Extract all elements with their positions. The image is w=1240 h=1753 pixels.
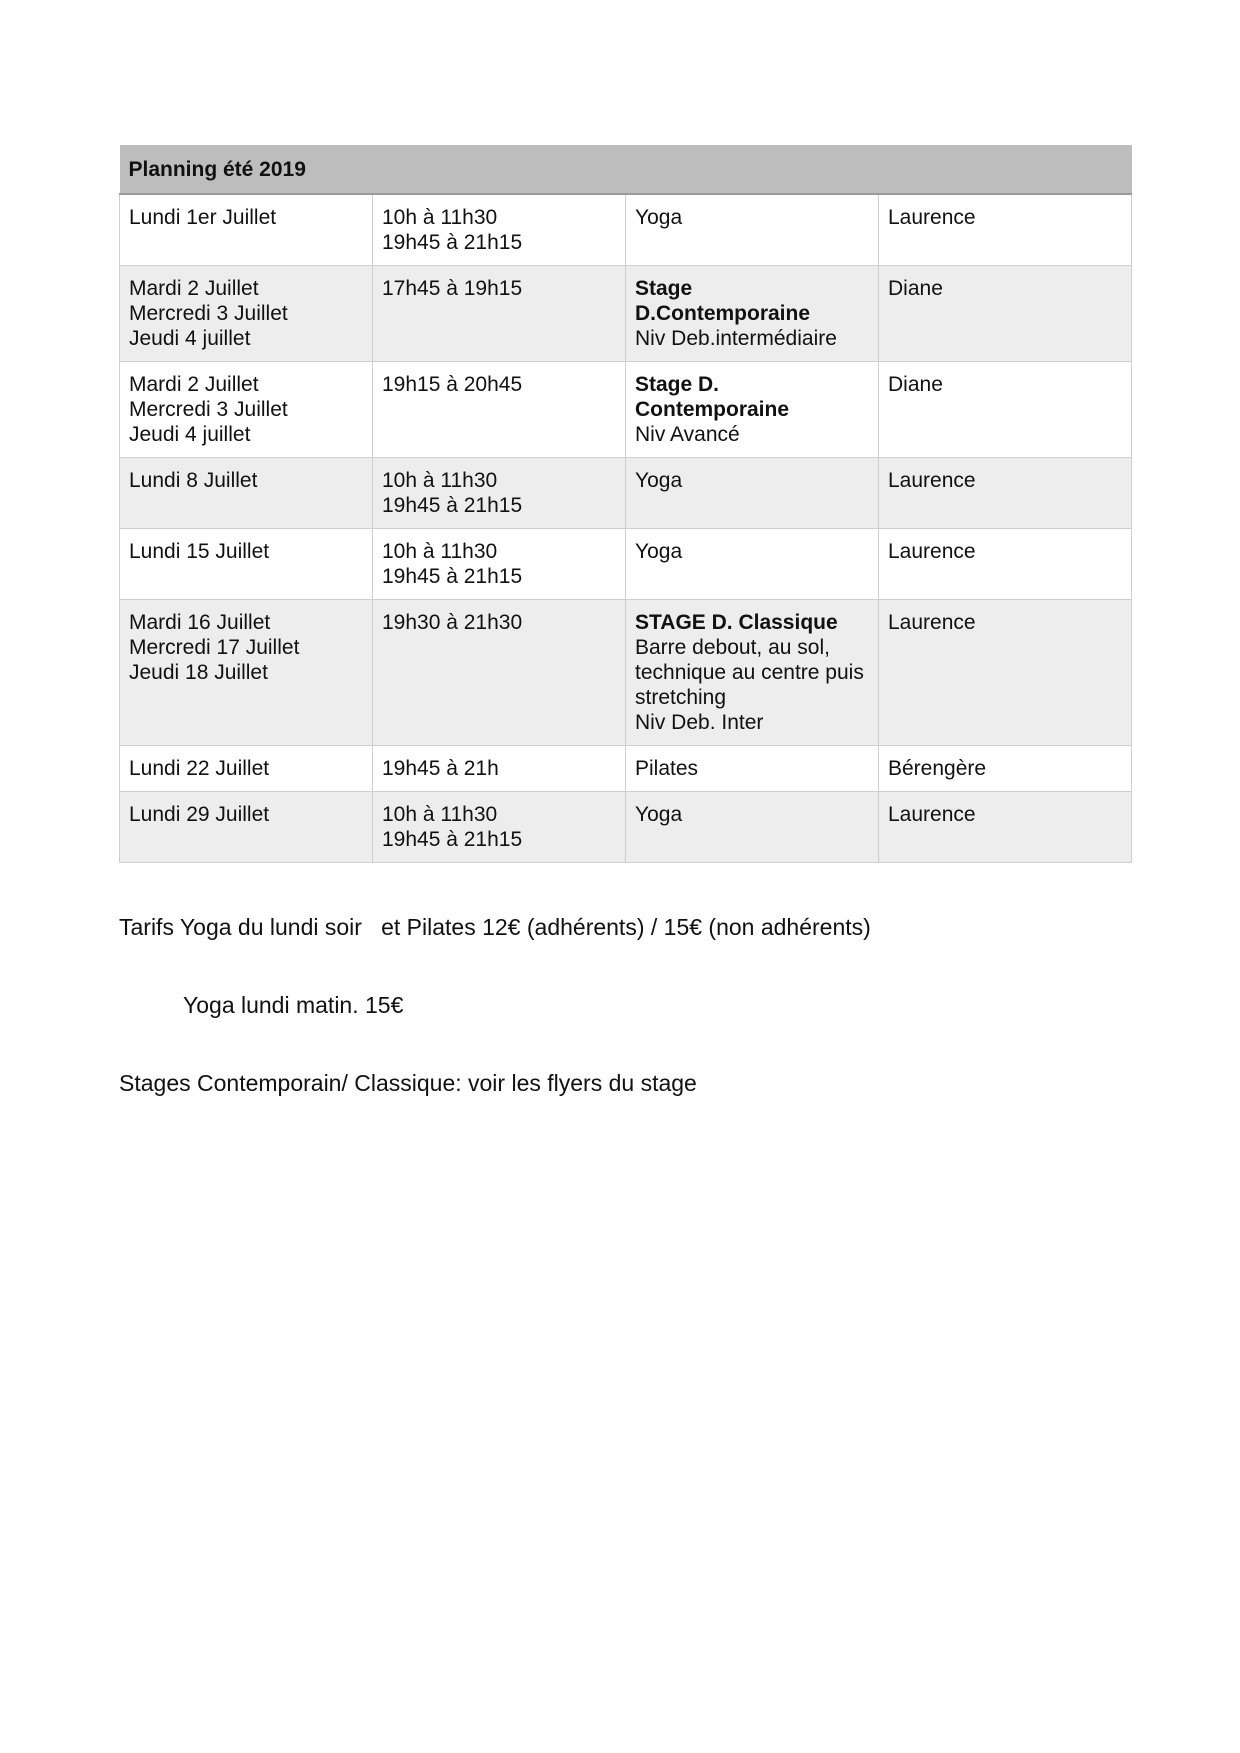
text-line: 19h45 à 21h15 xyxy=(382,231,523,254)
table-row xyxy=(120,194,1132,266)
text-line: Barre debout, au sol, xyxy=(635,636,830,659)
cell-hours xyxy=(373,266,626,362)
activity-title-line: Contemporaine xyxy=(635,398,790,421)
cell-activity xyxy=(626,458,879,529)
cell-day xyxy=(120,458,373,529)
text-line: stretching xyxy=(635,686,727,709)
cell-activity xyxy=(626,194,879,266)
cell-hours xyxy=(373,529,626,600)
text-line: Yoga xyxy=(635,803,683,826)
text-line: Niv Avancé xyxy=(635,423,740,446)
text-line: Mercredi 3 Juillet xyxy=(129,398,288,421)
text-line: Lundi 15 Juillet xyxy=(129,540,270,563)
text-line: 10h à 11h30 xyxy=(382,206,498,229)
cell-teacher: Laurence xyxy=(879,458,1132,529)
text-line: Niv Deb. Inter xyxy=(635,711,764,734)
text-line: Jeudi 4 juillet xyxy=(129,423,251,446)
text-line: Niv Deb.intermédiaire xyxy=(635,327,837,350)
text-line: 19h45 à 21h15 xyxy=(382,828,523,851)
cell-activity xyxy=(626,792,879,863)
table-body xyxy=(120,194,1132,863)
cell-day xyxy=(120,792,373,863)
text-line: technique au centre puis xyxy=(635,661,864,684)
table-row xyxy=(120,792,1132,863)
cell-teacher: Bérengère xyxy=(879,746,1132,792)
text-line: 19h15 à 20h45 xyxy=(382,373,523,396)
cell-teacher: Diane xyxy=(879,266,1132,362)
cell-hours xyxy=(373,458,626,529)
notes-line-2: Yoga lundi matin. 15€ xyxy=(183,992,404,1018)
cell-hours xyxy=(373,746,626,792)
table-row xyxy=(120,362,1132,458)
cell-day xyxy=(120,600,373,746)
cell-hours xyxy=(373,792,626,863)
text-line: Yoga xyxy=(635,469,683,492)
cell-day xyxy=(120,529,373,600)
text-line: 10h à 11h30 xyxy=(382,469,498,492)
cell-activity xyxy=(626,600,879,746)
cell-hours xyxy=(373,194,626,266)
text-line: Mercredi 3 Juillet xyxy=(129,302,288,325)
schedule-table xyxy=(119,145,1132,863)
text-line: Lundi 29 Juillet xyxy=(129,803,270,826)
text-line: Lundi 22 Juillet xyxy=(129,757,270,780)
text-line: 17h45 à 19h15 xyxy=(382,277,523,300)
text-line: Mardi 16 Juillet xyxy=(129,611,271,634)
pricing-notes xyxy=(119,862,871,1122)
cell-teacher: Laurence xyxy=(879,792,1132,863)
activity-title-line: Stage D. xyxy=(635,373,720,396)
table-header-row xyxy=(120,145,1132,194)
text-line: 10h à 11h30 xyxy=(382,540,498,563)
cell-teacher: Laurence xyxy=(879,600,1132,746)
table-title: Planning été 2019 xyxy=(120,145,1132,194)
activity-title-line: STAGE D. Classique xyxy=(635,611,838,634)
text-line: Mardi 2 Juillet xyxy=(129,373,259,396)
text-line: Lundi 1er Juillet xyxy=(129,206,277,229)
notes-line-3: Stages Contemporain/ Classique: voir les flyers du stage xyxy=(119,1070,697,1096)
table-row xyxy=(120,266,1132,362)
cell-day xyxy=(120,266,373,362)
cell-teacher: Laurence xyxy=(879,194,1132,266)
text-line: Mardi 2 Juillet xyxy=(129,277,259,300)
cell-activity xyxy=(626,529,879,600)
activity-title-line: D.Contemporaine xyxy=(635,302,811,325)
table-row xyxy=(120,529,1132,600)
text-line: Pilates xyxy=(635,757,699,780)
text-line: 19h45 à 21h xyxy=(382,757,499,780)
cell-hours xyxy=(373,362,626,458)
cell-activity xyxy=(626,746,879,792)
cell-teacher: Laurence xyxy=(879,529,1132,600)
text-line: 19h45 à 21h15 xyxy=(382,494,523,517)
cell-day xyxy=(120,746,373,792)
text-line: Mercredi 17 Juillet xyxy=(129,636,300,659)
table-row xyxy=(120,458,1132,529)
cell-day xyxy=(120,194,373,266)
text-line: Yoga xyxy=(635,206,683,229)
cell-hours xyxy=(373,600,626,746)
cell-activity xyxy=(626,362,879,458)
activity-title-line: Stage xyxy=(635,277,693,300)
cell-teacher: Diane xyxy=(879,362,1132,458)
cell-activity xyxy=(626,266,879,362)
table-row xyxy=(120,600,1132,746)
text-line: 10h à 11h30 xyxy=(382,803,498,826)
table-row xyxy=(120,746,1132,792)
text-line: 19h30 à 21h30 xyxy=(382,611,523,634)
notes-line-1: Tarifs Yoga du lundi soir et Pilates 12€ (adhérents) / 15€ (non adhérents) xyxy=(119,914,871,940)
text-line: Jeudi 18 Juillet xyxy=(129,661,268,684)
text-line: 19h45 à 21h15 xyxy=(382,565,523,588)
text-line: Jeudi 4 juillet xyxy=(129,327,251,350)
text-line: Yoga xyxy=(635,540,683,563)
cell-day xyxy=(120,362,373,458)
text-line: Lundi 8 Juillet xyxy=(129,469,258,492)
